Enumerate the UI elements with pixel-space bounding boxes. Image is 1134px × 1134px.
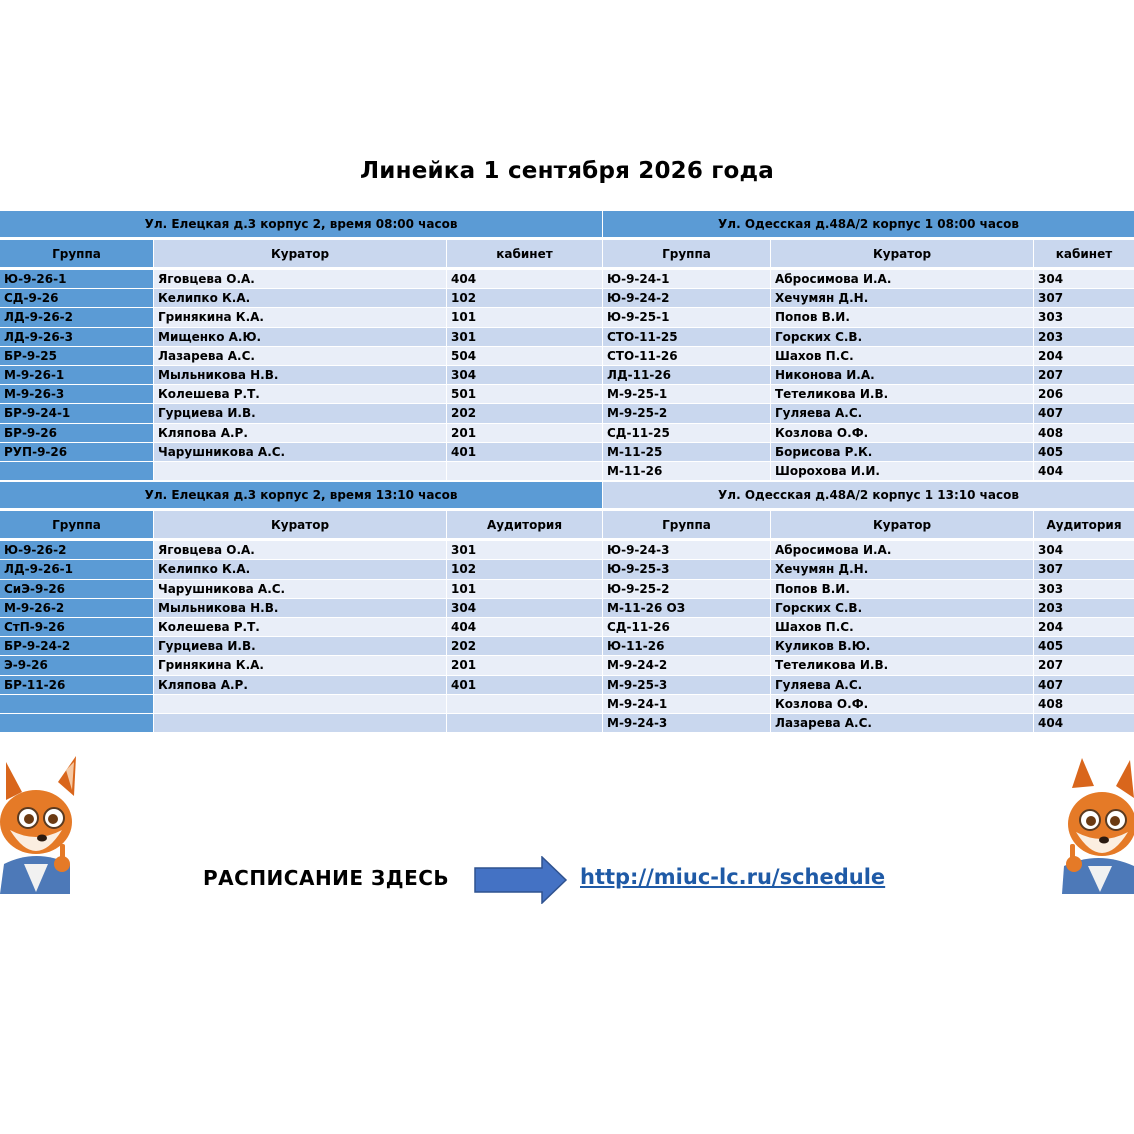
group-cell: Ю-9-24-2 [603,289,770,307]
group-cell: М-9-24-1 [603,695,770,713]
curator-cell: Мыльникова Н.В. [154,366,446,384]
curator-cell: Шорохова И.И. [771,462,1033,480]
room-cell: 304 [1034,541,1134,559]
column-header: Куратор [771,511,1033,538]
curator-cell: Абросимова И.А. [771,270,1033,288]
table-row [0,308,1134,326]
curator-cell: Гринякина К.А. [154,308,446,326]
group-cell: БР-9-26 [0,424,153,442]
room-cell: 404 [1034,462,1134,480]
group-cell: СД-9-26 [0,289,153,307]
table-row [0,676,1134,694]
location-band [0,482,1134,508]
room-cell: 203 [1034,599,1134,617]
room-cell: 401 [447,676,602,694]
curator-cell: Колешева Р.Т. [154,385,446,403]
column-header: кабинет [1034,240,1134,267]
table-row [0,270,1134,288]
group-cell: М-9-26-3 [0,385,153,403]
fox-mascot-icon [1058,752,1134,898]
table-row [0,404,1134,422]
group-cell: Ю-9-25-1 [603,308,770,326]
table-row [0,328,1134,346]
group-cell: М-11-25 [603,443,770,461]
table-header-row [0,511,1134,538]
table-row [0,366,1134,384]
curator-cell: Никонова И.А. [771,366,1033,384]
group-cell: Ю-9-26-1 [0,270,153,288]
group-cell: Э-9-26 [0,656,153,674]
location-title: Ул. Елецкая д.3 корпус 2, время 13:10 часов [0,482,602,508]
curator-cell: Лазарева А.С. [771,714,1033,732]
group-cell: Ю-9-25-3 [603,560,770,578]
room-cell: 404 [1034,714,1134,732]
room-cell: 206 [1034,385,1134,403]
column-header: Группа [603,240,770,267]
table-row [0,443,1134,461]
group-cell: СиЭ-9-26 [0,580,153,598]
curator-cell: Куликов В.Ю. [771,637,1033,655]
room-cell: 202 [447,404,602,422]
room-cell: 204 [1034,347,1134,365]
curator-cell: Борисова Р.К. [771,443,1033,461]
group-cell [0,714,153,732]
room-cell: 102 [447,289,602,307]
group-cell [0,462,153,480]
table-row [0,541,1134,559]
curator-cell: Гринякина К.А. [154,656,446,674]
table-row [0,580,1134,598]
group-cell: БР-9-24-1 [0,404,153,422]
fox-mascot-icon [0,752,80,898]
room-cell: 307 [1034,560,1134,578]
group-cell: М-11-26 ОЗ [603,599,770,617]
location-title: Ул. Елецкая д.3 корпус 2, время 08:00 часов [0,211,602,237]
column-header: Группа [603,511,770,538]
group-cell: Ю-9-24-1 [603,270,770,288]
room-cell: 202 [447,637,602,655]
room-cell: 504 [447,347,602,365]
room-cell: 407 [1034,676,1134,694]
room-cell: 301 [447,541,602,559]
group-cell: М-9-26-1 [0,366,153,384]
curator-cell: Мыльникова Н.В. [154,599,446,617]
curator-cell: Кляпова А.Р. [154,424,446,442]
room-cell: 501 [447,385,602,403]
location-band [0,211,1134,237]
table-row [0,347,1134,365]
schedule-label: РАСПИСАНИЕ ЗДЕСЬ [203,866,450,890]
room-cell [447,462,602,480]
curator-cell: Яговцева О.А. [154,541,446,559]
table-row [0,637,1134,655]
group-cell: Ю-11-26 [603,637,770,655]
group-cell: СТО-11-26 [603,347,770,365]
table-row [0,714,1134,732]
location-title: Ул. Одесская д.48А/2 корпус 1 13:10 часов [603,482,1134,508]
curator-cell: Тетеликова И.В. [771,385,1033,403]
curator-cell: Абросимова И.А. [771,541,1033,559]
curator-cell [154,714,446,732]
group-cell [0,695,153,713]
curator-cell: Хечумян Д.Н. [771,289,1033,307]
table-row [0,424,1134,442]
curator-cell: Гурциева И.В. [154,404,446,422]
room-cell: 404 [447,618,602,636]
table-row [0,462,1134,480]
room-cell: 301 [447,328,602,346]
group-cell: М-9-26-2 [0,599,153,617]
group-cell: М-11-26 [603,462,770,480]
curator-cell: Шахов П.С. [771,618,1033,636]
column-header: Куратор [154,511,446,538]
curator-cell: Чарушникова А.С. [154,443,446,461]
room-cell: 303 [1034,308,1134,326]
group-cell: БР-11-26 [0,676,153,694]
room-cell [447,714,602,732]
room-cell: 408 [1034,424,1134,442]
column-header: Аудитория [447,511,602,538]
table-row [0,656,1134,674]
curator-cell: Тетеликова И.В. [771,656,1033,674]
curator-cell: Горских С.В. [771,328,1033,346]
room-cell: 401 [447,443,602,461]
curator-cell: Гурциева И.В. [154,637,446,655]
schedule-link[interactable]: http://miuc-lc.ru/schedule [580,865,886,889]
room-cell: 405 [1034,637,1134,655]
group-cell: ЛД-11-26 [603,366,770,384]
group-cell: ЛД-9-26-2 [0,308,153,326]
table-row [0,289,1134,307]
table-row [0,618,1134,636]
group-cell: СД-11-25 [603,424,770,442]
room-cell [447,695,602,713]
curator-cell [154,695,446,713]
curator-cell: Яговцева О.А. [154,270,446,288]
group-cell: Ю-9-26-2 [0,541,153,559]
curator-cell: Келипко К.А. [154,289,446,307]
column-header: Группа [0,511,153,538]
table-header-row [0,240,1134,267]
group-cell: СтП-9-26 [0,618,153,636]
group-cell: БР-9-25 [0,347,153,365]
curator-cell: Чарушникова А.С. [154,580,446,598]
room-cell: 201 [447,656,602,674]
column-header: Группа [0,240,153,267]
group-cell: Ю-9-24-3 [603,541,770,559]
column-header: Аудитория [1034,511,1134,538]
room-cell: 203 [1034,328,1134,346]
room-cell: 207 [1034,656,1134,674]
group-cell: М-9-25-3 [603,676,770,694]
curator-cell: Келипко К.А. [154,560,446,578]
curator-cell: Гуляева А.С. [771,676,1033,694]
group-cell: СД-11-26 [603,618,770,636]
room-cell: 304 [1034,270,1134,288]
curator-cell: Лазарева А.С. [154,347,446,365]
column-header: Куратор [154,240,446,267]
curator-cell: Кляпова А.Р. [154,676,446,694]
room-cell: 101 [447,308,602,326]
group-cell: М-9-24-3 [603,714,770,732]
curator-cell: Попов В.И. [771,308,1033,326]
curator-cell: Мищенко А.Ю. [154,328,446,346]
table-row [0,560,1134,578]
location-title: Ул. Одесская д.48А/2 корпус 1 08:00 часов [603,211,1134,237]
group-cell: РУП-9-26 [0,443,153,461]
room-cell: 405 [1034,443,1134,461]
column-header: Куратор [771,240,1033,267]
curator-cell: Козлова О.Ф. [771,695,1033,713]
room-cell: 307 [1034,289,1134,307]
group-cell: М-9-24-2 [603,656,770,674]
curator-cell: Гуляева А.С. [771,404,1033,422]
right-arrow-icon [474,856,568,908]
curator-cell: Попов В.И. [771,580,1033,598]
curator-cell: Колешева Р.Т. [154,618,446,636]
curator-cell: Козлова О.Ф. [771,424,1033,442]
group-cell: М-9-25-2 [603,404,770,422]
group-cell: Ю-9-25-2 [603,580,770,598]
room-cell: 207 [1034,366,1134,384]
room-cell: 304 [447,366,602,384]
room-cell: 102 [447,560,602,578]
room-cell: 304 [447,599,602,617]
room-cell: 303 [1034,580,1134,598]
group-cell: ЛД-9-26-3 [0,328,153,346]
table-row [0,695,1134,713]
room-cell: 404 [447,270,602,288]
curator-cell: Хечумян Д.Н. [771,560,1033,578]
page-title: Линейка 1 сентября 2026 года [359,158,775,184]
room-cell: 408 [1034,695,1134,713]
table-row [0,599,1134,617]
column-header: кабинет [447,240,602,267]
room-cell: 101 [447,580,602,598]
room-cell: 201 [447,424,602,442]
curator-cell: Шахов П.С. [771,347,1033,365]
group-cell: ЛД-9-26-1 [0,560,153,578]
group-cell: СТО-11-25 [603,328,770,346]
group-cell: М-9-25-1 [603,385,770,403]
room-cell: 407 [1034,404,1134,422]
curator-cell [154,462,446,480]
curator-cell: Горских С.В. [771,599,1033,617]
group-cell: БР-9-24-2 [0,637,153,655]
table-row [0,385,1134,403]
room-cell: 204 [1034,618,1134,636]
